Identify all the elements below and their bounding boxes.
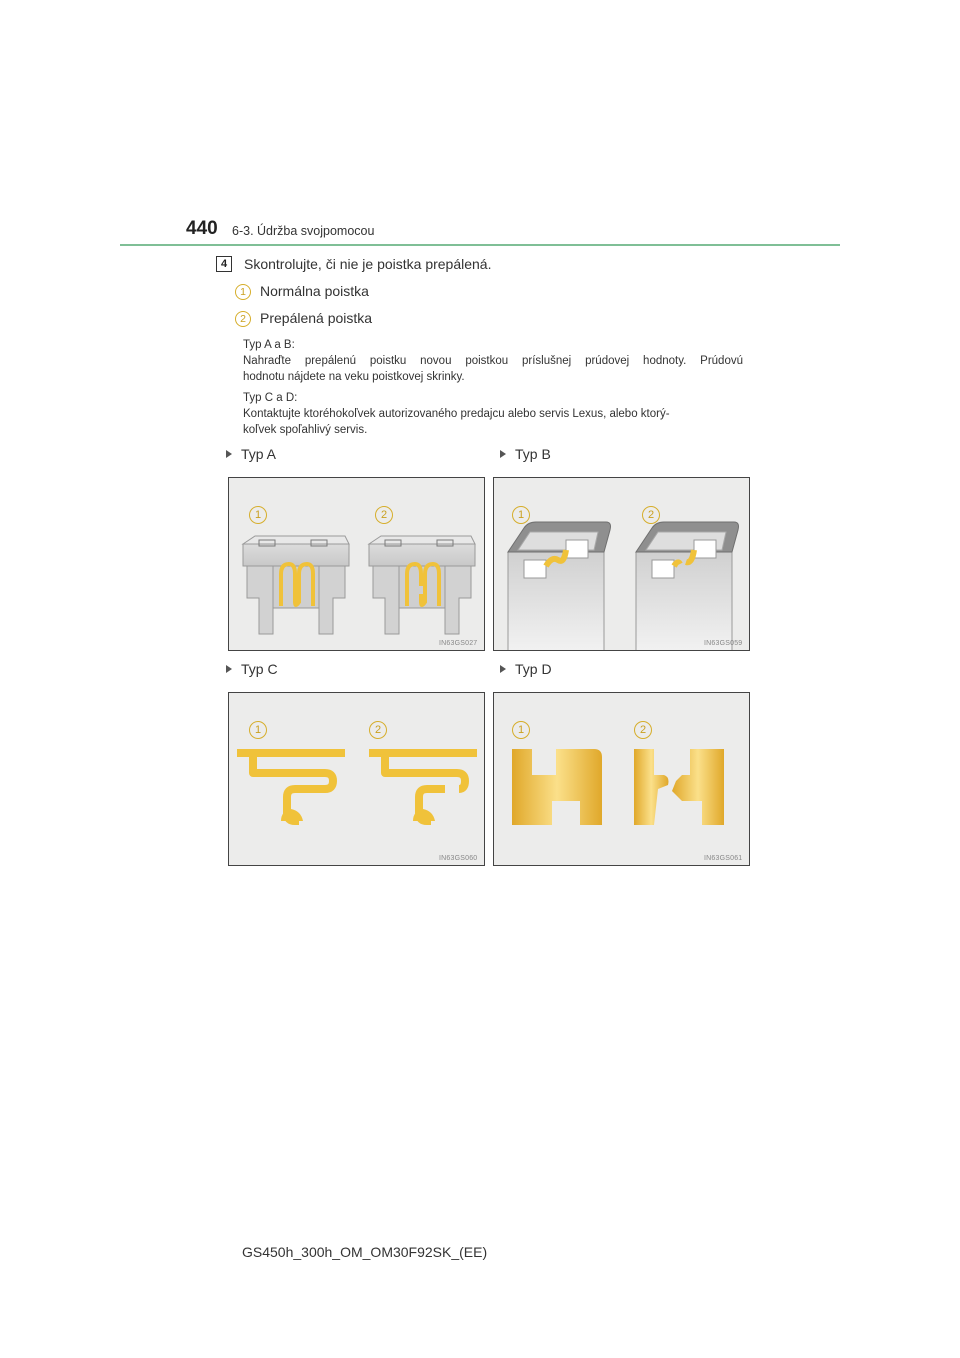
callout-number-2: 2 xyxy=(235,311,251,327)
normal-bolt-fuse xyxy=(512,749,602,825)
blown-blade-fuse xyxy=(369,536,475,634)
figure-type-d xyxy=(493,692,750,866)
triangle-bullet-icon xyxy=(500,450,506,458)
image-code: IN63GS059 xyxy=(704,640,743,647)
callout-number-2: 2 xyxy=(375,506,393,524)
figure-label-type-b: Typ B xyxy=(500,446,551,462)
blown-bolt-fuse xyxy=(634,749,724,825)
callout-number-1: 1 xyxy=(235,284,251,300)
callout-number-1: 1 xyxy=(249,721,267,739)
note-heading: Typ C a D: xyxy=(243,392,298,404)
header-divider xyxy=(120,244,840,246)
figure-label-type-a: Typ A xyxy=(226,446,276,462)
callout-number-1: 1 xyxy=(249,506,267,524)
step-number-badge: 4 xyxy=(216,256,232,272)
blown-fusible-link xyxy=(369,749,477,821)
section-title: 6-3. Údržba svojpomocou xyxy=(232,224,375,238)
image-code: IN63GS027 xyxy=(439,640,478,647)
cartridge-fuse-illustration xyxy=(494,478,750,651)
note-line: koľvek spoľahlivý servis. xyxy=(243,424,368,436)
image-code: IN63GS061 xyxy=(704,855,743,862)
note-type-a-b xyxy=(243,337,743,385)
triangle-bullet-icon xyxy=(500,665,506,673)
callout-number-2: 2 xyxy=(634,721,652,739)
callout-number-1: 1 xyxy=(512,721,530,739)
item-blown-fuse: Prepálená poistka xyxy=(260,310,373,326)
note-line: Nahraďte prepálenú poistku novou poistkou príslušnej prúdovej hodnoty. Prúdovú xyxy=(243,355,743,367)
callout-number-1: 1 xyxy=(512,506,530,524)
note-heading: Typ A a B: xyxy=(243,339,295,351)
blown-cartridge-fuse xyxy=(636,522,739,651)
normal-blade-fuse xyxy=(243,536,349,634)
figure-type-c xyxy=(228,692,485,866)
callout-number-2: 2 xyxy=(369,721,387,739)
figure-label-type-c: Typ C xyxy=(226,661,278,677)
footer-manual-code: GS450h_300h_OM_OM30F92SK_(EE) xyxy=(242,1244,488,1260)
note-line: Kontaktujte ktoréhokoľvek autorizovaného predajcu alebo servis Lexus, alebo ktorý- xyxy=(243,408,670,420)
page-number: 440 xyxy=(186,218,218,239)
figure-type-b xyxy=(493,477,750,651)
callout-number-2: 2 xyxy=(642,506,660,524)
bolt-fuse-illustration xyxy=(494,693,750,866)
fusible-link-illustration xyxy=(229,693,485,866)
triangle-bullet-icon xyxy=(226,665,232,673)
normal-fusible-link xyxy=(237,749,345,821)
normal-cartridge-fuse xyxy=(508,522,611,651)
item-normal-fuse: Normálna poistka xyxy=(260,283,369,299)
blade-fuse-illustration xyxy=(229,478,485,651)
figure-label-type-d: Typ D xyxy=(500,661,552,677)
image-code: IN63GS060 xyxy=(439,855,478,862)
triangle-bullet-icon xyxy=(226,450,232,458)
note-line: hodnotu nájdete na veku poistkovej skrinky. xyxy=(243,371,465,383)
step-instruction: Skontrolujte, či nie je poistka prepálená. xyxy=(244,256,492,272)
figure-type-a xyxy=(228,477,485,651)
note-type-c-d xyxy=(243,390,743,438)
